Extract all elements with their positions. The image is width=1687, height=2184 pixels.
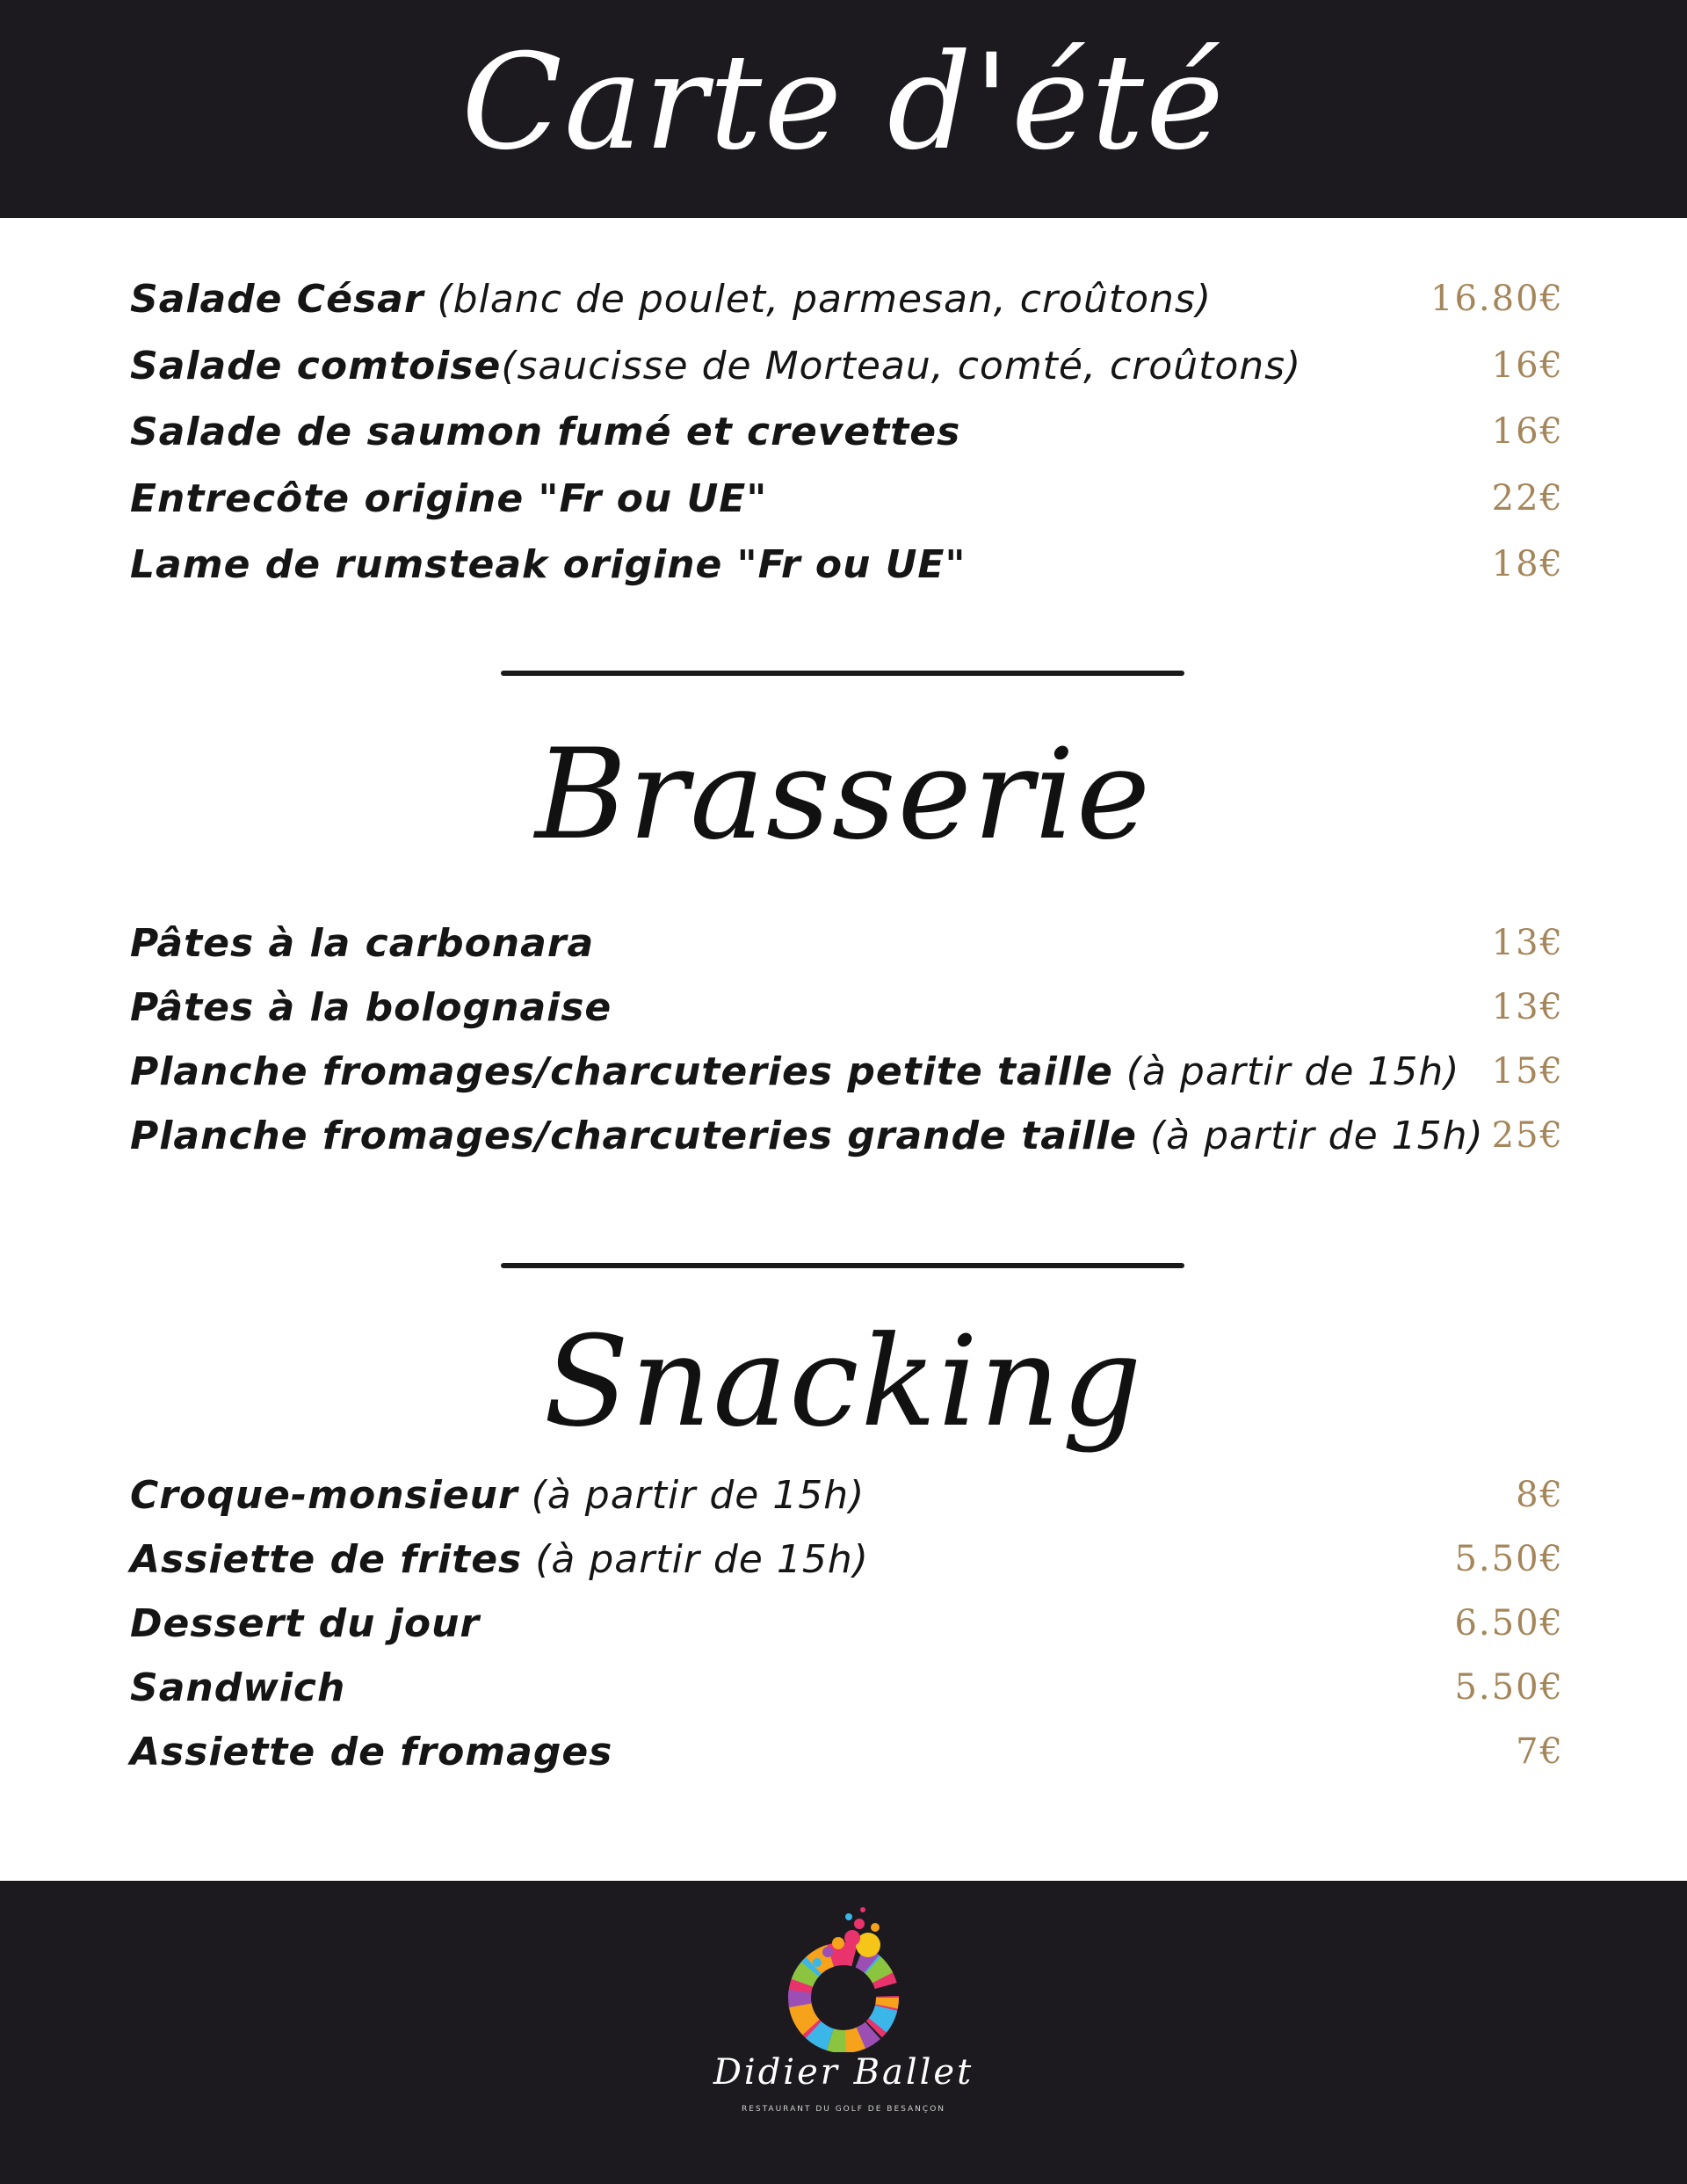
dish-note: (à partir de 15h)	[1112, 1049, 1460, 1094]
dish-name: Croque-monsieur	[130, 1473, 518, 1518]
dish-name: Pâtes à la carbonara	[130, 921, 595, 966]
page-title: Carte d'été	[461, 26, 1226, 179]
dish-name: Assiette de frites	[130, 1537, 523, 1582]
section-divider	[501, 671, 1184, 676]
section-title-snacking: Snacking	[543, 1310, 1144, 1455]
menu-item	[130, 1720, 1564, 1784]
dish-name: Assiette de fromages	[130, 1730, 613, 1774]
dish-price: 22€	[1491, 477, 1564, 519]
logo-subtitle: RESTAURANT DU GOLF DE BESANÇON	[741, 2105, 946, 2114]
menu-list-brasserie	[130, 911, 1564, 1168]
dish-price: 7€	[1516, 1731, 1564, 1772]
dish-name: Salade comtoise	[130, 343, 502, 388]
menu-item	[130, 333, 1564, 400]
dish-name: Planche fromages/charcuteries petite taille	[130, 1049, 1113, 1094]
menu-item	[130, 1104, 1564, 1168]
dish-price: 5.50€	[1454, 1539, 1564, 1579]
dish-price: 16€	[1491, 411, 1564, 452]
dish-note: (à partir de 15h)	[518, 1473, 865, 1518]
dish-price: 18€	[1491, 544, 1564, 584]
dish-name: Pâtes à la bolognaise	[130, 985, 612, 1030]
menu-item	[130, 976, 1564, 1040]
menu-item	[130, 532, 1564, 599]
dish-price: 8€	[1516, 1475, 1564, 1515]
dish-price: 13€	[1491, 987, 1564, 1027]
section-title-brasserie: Brasserie	[535, 722, 1152, 867]
dish-note: (à partir de 15h)	[522, 1537, 869, 1582]
menu-list-snacking	[130, 1463, 1564, 1784]
dish-price: 5.50€	[1454, 1667, 1564, 1708]
dish-note: (blanc de poulet, parmesan, croûtons)	[424, 277, 1213, 322]
menu-item	[130, 911, 1564, 976]
menu-item	[130, 1463, 1564, 1527]
menu-list-summer	[130, 266, 1564, 599]
dish-name: Salade César	[130, 277, 424, 322]
menu-item	[130, 1656, 1564, 1720]
logo-name: Didier Ballet	[713, 2052, 974, 2093]
menu-item	[130, 466, 1564, 533]
dish-name: Salade de saumon fumé et crevettes	[130, 410, 961, 454]
dish-note: (à partir de 15h)	[1137, 1114, 1484, 1158]
dish-price: 13€	[1491, 923, 1564, 963]
dish-note: (saucisse de Morteau, comté, croûtons)	[501, 343, 1302, 388]
dish-name: Entrecôte origine "Fr ou UE"	[130, 475, 768, 521]
menu-item	[130, 1592, 1564, 1656]
menu-item	[130, 1040, 1564, 1104]
restaurant-logo	[0, 1894, 1687, 2175]
menu-item	[130, 399, 1564, 466]
dish-name: Planche fromages/charcuteries grande taille	[130, 1114, 1138, 1158]
dish-name: Sandwich	[130, 1665, 346, 1710]
dish-name: Lame de rumsteak origine "Fr ou UE"	[130, 542, 967, 587]
dish-price: 6.50€	[1454, 1603, 1564, 1643]
dish-name: Dessert du jour	[130, 1601, 481, 1646]
dish-price: 25€	[1491, 1115, 1564, 1156]
colorful-ring-logo-icon	[764, 1894, 923, 2052]
menu-item	[130, 266, 1564, 333]
header-band	[0, 0, 1687, 218]
dish-price: 15€	[1491, 1051, 1564, 1092]
section-divider	[501, 1263, 1184, 1268]
dish-price: 16€	[1491, 345, 1564, 386]
menu-item	[130, 1527, 1564, 1592]
dish-price: 16.80€	[1430, 279, 1564, 319]
